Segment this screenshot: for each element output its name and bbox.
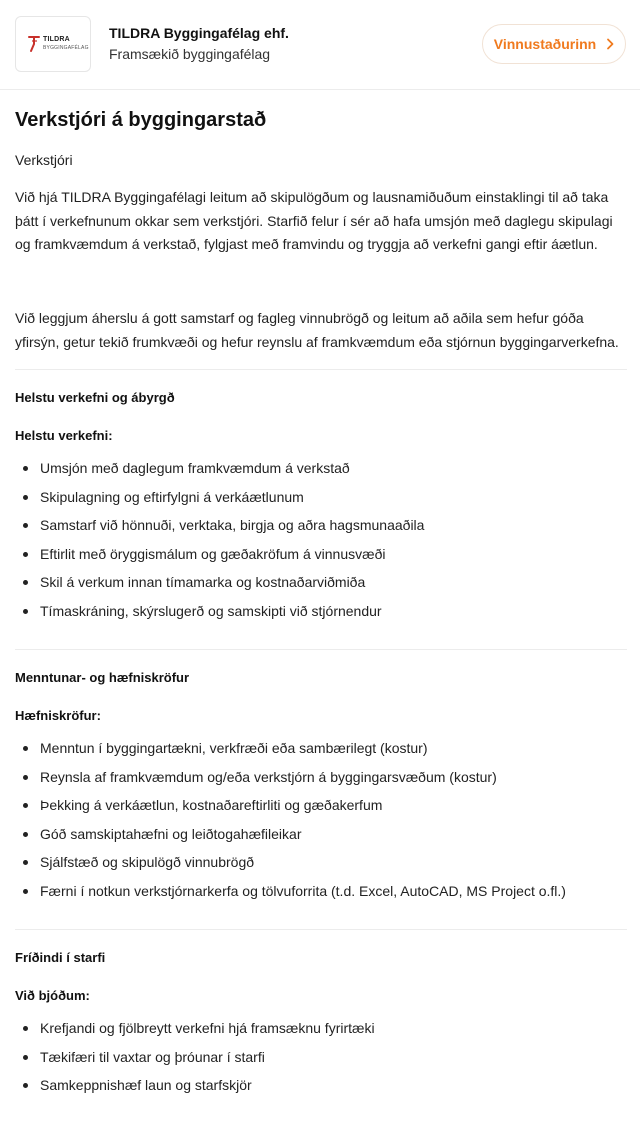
section-divider: [15, 369, 627, 370]
job-subtitle: Verkstjóri: [15, 152, 73, 168]
list-item: Samkeppnishæf laun og starfskjör: [0, 1076, 640, 1105]
list-item: Tímaskráning, skýrslugerð og samskipti við stjórnendur: [0, 602, 640, 631]
section-heading-qualifications: Menntunar- og hæfniskröfur: [15, 670, 190, 685]
list-item: Krefjandi og fjölbreytt verkefni hjá framsæknu fyrirtæki: [0, 1019, 640, 1048]
qualifications-list: [0, 739, 640, 911]
company-logo[interactable]: [15, 16, 91, 72]
section-divider: [15, 929, 627, 930]
list-item: Menntun í byggingartækni, verkfræði eða sambærilegt (kostur): [0, 739, 640, 768]
chevron-right-icon: [606, 38, 614, 50]
company-name[interactable]: TILDRA Byggingafélag ehf.: [109, 25, 289, 41]
tildra-logo-icon: [28, 35, 40, 53]
job-title: Verkstjóri á byggingarstað: [15, 109, 267, 131]
list-item: Tækifæri til vaxtar og þróunar í starfi: [0, 1048, 640, 1077]
company-tagline: Framsækið byggingafélag: [109, 46, 271, 62]
list-item: Þekking á verkáætlun, kostnaðareftirliti og gæðakerfum: [0, 796, 640, 825]
intro-paragraph: Við leggjum áherslu á gott samstarf og fagleg vinnubrögð og leitum að aðila sem hefur góða yfirsýn, getur tekið frumkvæði og hefur reynslu af framkvæmdum eða stjórnun byggingarverkefna.: [15, 310, 619, 350]
list-item: Samstarf við hönnuði, verktaka, birgja og aðra hagsmunaaðila: [0, 516, 640, 545]
section-heading-responsibilities: Helstu verkefni og ábyrgð: [15, 390, 175, 405]
list-item: Reynsla af framkvæmdum og/eða verkstjórn á byggingarsvæðum (kostur): [0, 768, 640, 797]
section-subheading: Við bjóðum:: [15, 988, 90, 1003]
section-subheading: Hæfniskröfur:: [15, 708, 101, 723]
intro-paragraph: Við hjá TILDRA Byggingafélagi leitum að skipulögðum og lausnamiðuðum einstaklingi til að taka þátt í verkefnunum okkar sem verkstjóri. Starfið felur í sér að hafa umsjón með daglegu skipulagi og framkvæmdum á verkstað, fylgjast með framvindu og tryggja að verkefni gangi eftir áætlun.: [15, 189, 613, 252]
list-item: Góð samskiptahæfni og leiðtogahæfileikar: [0, 825, 640, 854]
section-divider: [15, 649, 627, 650]
list-item: Sjálfstæð og skipulögð vinnubrögð: [0, 853, 640, 882]
workplace-button[interactable]: [482, 24, 626, 64]
logo-subtext: BYGGINGAFÉLAG: [43, 45, 89, 51]
section-heading-benefits: Fríðindi í starfi: [15, 950, 106, 965]
company-header: [0, 0, 640, 90]
section-subheading: Helstu verkefni:: [15, 428, 113, 443]
responsibilities-list: [0, 459, 640, 631]
list-item: Skil á verkum innan tímamarka og kostnaðarviðmiða: [0, 573, 640, 602]
list-item: Færni í notkun verkstjórnarkerfa og tölvuforrita (t.d. Excel, AutoCAD, MS Project o.fl.): [0, 882, 640, 911]
list-item: Skipulagning og eftirfylgni á verkáætlunum: [0, 488, 640, 517]
list-item: Eftirlit með öryggismálum og gæðakröfum á vinnusvæði: [0, 545, 640, 574]
benefits-list: [0, 1019, 640, 1105]
logo-name: TILDRA: [43, 36, 70, 43]
list-item: Umsjón með daglegum framkvæmdum á verkstað: [0, 459, 640, 488]
workplace-button-label: Vinnustaðurinn: [493, 36, 597, 52]
